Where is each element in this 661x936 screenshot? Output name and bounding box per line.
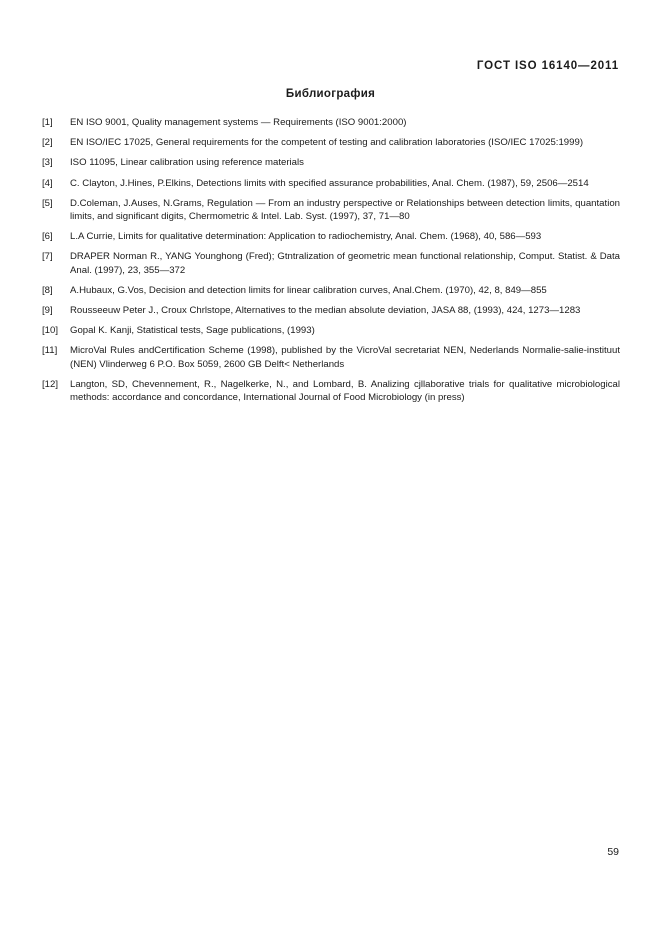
reference-number: [2] bbox=[42, 137, 53, 149]
list-item bbox=[42, 116, 620, 129]
page-number: 59 bbox=[607, 846, 619, 858]
reference-number: [5] bbox=[42, 197, 53, 209]
list-item bbox=[42, 284, 620, 297]
reference-text: L.A Currie, Limits for qualitative determination: Application to radiochemistry, Anal. Chem. (1968), 40, 586—593 bbox=[70, 231, 542, 243]
reference-number: [11] bbox=[42, 345, 58, 357]
list-item bbox=[42, 344, 620, 370]
list-item bbox=[42, 136, 620, 149]
reference-number: [1] bbox=[42, 117, 53, 128]
list-item bbox=[42, 156, 620, 169]
reference-number: [9] bbox=[42, 305, 53, 317]
reference-text: EN ISO 9001, Quality management systems — Requirements (ISO 9001:2000) bbox=[70, 117, 407, 128]
reference-text: D.Coleman, J.Auses, N.Grams, Regulation — From an industry perspective or Relationships between detection limits, quantation limits, and significant digits, Chermometric & Intel. Lab. Syst. (1997), 37, 71—80 bbox=[70, 197, 620, 223]
standard-header: ГОСТ ISO 16140—2011 bbox=[476, 60, 619, 72]
reference-number: [3] bbox=[42, 157, 53, 169]
list-item bbox=[42, 230, 620, 243]
reference-number: [8] bbox=[42, 284, 53, 296]
list-item bbox=[42, 304, 620, 317]
reference-number: [10] bbox=[42, 325, 59, 337]
reference-number: [12] bbox=[42, 378, 59, 390]
reference-number: [7] bbox=[42, 251, 53, 263]
bibliography-list bbox=[42, 116, 620, 411]
reference-text: C. Clayton, J.Hines, P.Elkins, Detections limits with specified assurance probabilities, Anal. Chem. (1987), 59, 2506—2514 bbox=[70, 177, 589, 189]
list-item bbox=[42, 177, 620, 190]
reference-text: MicroVal Rules andCertification Scheme (1998), published by the VicroVal secretariat NEN, Nederlands Normalie-salie-instituut (NEN) Vlinderweg 6 P.O. Box 5059, 2600 GB Delft< Netherlands bbox=[70, 345, 620, 370]
reference-text: Gopal K. Kanji, Statistical tests, Sage publications, (1993) bbox=[70, 325, 315, 337]
reference-number: [6] bbox=[42, 231, 53, 243]
list-item bbox=[42, 324, 620, 337]
list-item bbox=[42, 250, 620, 276]
list-item bbox=[42, 197, 620, 223]
reference-text: Rousseeuw Peter J., Croux Chrlstope, Alternatives to the median absolute deviation, JASA 88, (1993), 424, 1273—1283 bbox=[70, 305, 581, 317]
reference-text: A.Hubaux, G.Vos, Decision and detection limits for linear calibration curves, Anal.Chem. (1970), 42, 8, 849—855 bbox=[70, 284, 547, 296]
reference-text: ISO 11095, Linear calibration using reference materials bbox=[70, 157, 304, 169]
reference-text: EN ISO/IEC 17025, General requirements for the competent of testing and calibration laboratories (ISO/IEC 17025:1999) bbox=[70, 137, 584, 149]
reference-text: DRAPER Norman R., YANG Younghong (Fred); Gtntralization of geometric mean functional relationship, Comput. Statist. & Data Anal. (1997), 23, 355—372 bbox=[70, 251, 620, 276]
reference-text: Langton, SD, Chevennement, R., Nagelkerke, N., and Lombard, B. Analizing cjllaborative trials for qualitative microbiological methods: accordance and concordance, International Journal of Food Microbiology (in press) bbox=[70, 378, 620, 404]
page-title: Библиография bbox=[285, 88, 376, 100]
reference-number: [4] bbox=[42, 177, 53, 189]
list-item bbox=[42, 378, 620, 404]
